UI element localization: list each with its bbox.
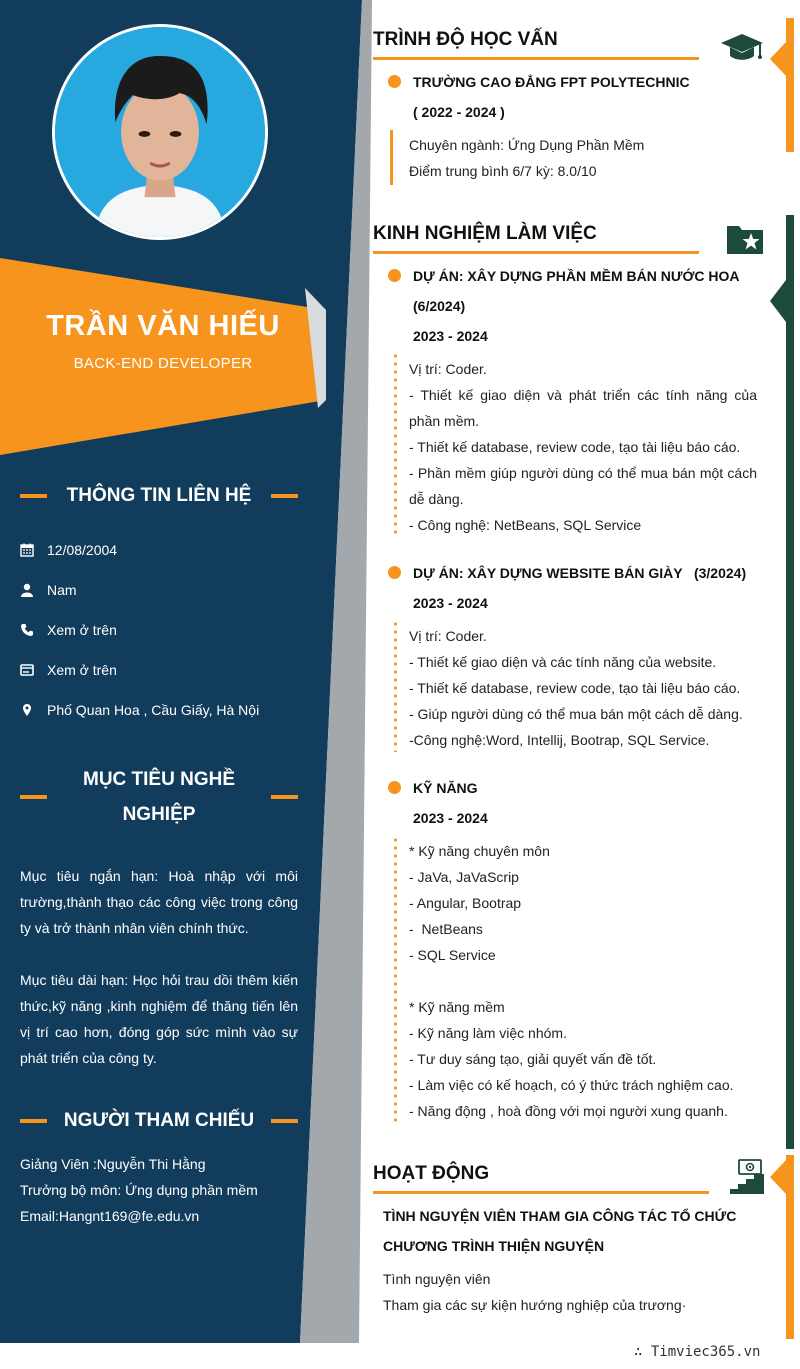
project2-details [409, 623, 757, 753]
skill-line: * Kỹ năng chuyên môn [409, 843, 550, 859]
experience-heading [373, 222, 699, 254]
activities-title: HOẠT ĐỘNG [373, 1163, 490, 1184]
gender-text: Nam [47, 582, 77, 598]
project1-details [409, 356, 757, 538]
phone-icon [20, 623, 47, 637]
heading-underline [373, 1191, 709, 1194]
candidate-name: TRẦN VĂN HIẾU [46, 310, 280, 342]
location-icon [20, 703, 47, 717]
detail-line: - Thiết kế database, review code, tạo tài liệu báo cáo. [409, 680, 741, 696]
job-title: BACK-END DEVELOPER [73, 355, 253, 372]
contact-list [20, 530, 300, 730]
detail-line: - Thiết kế database, review code, tạo tài liệu báo cáo. [409, 439, 741, 455]
objective-heading [20, 762, 298, 832]
avatar [52, 24, 268, 240]
skill-line: - Tư duy sáng tạo, giải quyết vấn đề tốt. [409, 1051, 657, 1067]
project1-title: DỰ ÁN: XÂY DỰNG PHẦN MỀM BÁN NƯỚC HOA [413, 268, 740, 284]
detail-line: dễ dàng. [409, 491, 464, 507]
heading-dash [20, 494, 47, 498]
long-term-goal: Mục tiêu dài hạn: Học hỏi trau dồi thêm kiến thức,kỹ năng ,kinh nghiệm để thăng tiến lên vị trí cao hơn, đóng góp sức mình vào sự phát triển của công ty. [20, 972, 298, 1066]
objective-title-line1: MỤC TIÊU NGHỀ [83, 769, 235, 790]
timeline-dot [388, 75, 401, 88]
heading-dash [271, 1119, 298, 1123]
skill-line [409, 968, 757, 994]
timeline-dotted-line [394, 620, 397, 752]
heading-dash [20, 1119, 47, 1123]
heading-underline [373, 57, 699, 60]
skill-line: * Kỹ năng mềm [409, 999, 505, 1015]
phone-text: Xem ở trên [47, 622, 117, 638]
detail-line: - Công nghệ: NetBeans, SQL Service [409, 517, 642, 533]
education-heading [373, 28, 699, 60]
reference-position: Trưởng bộ môn: Ứng dụng phần mềm [20, 1182, 258, 1198]
skill-line: - SQL Service [409, 947, 496, 963]
email-icon [20, 663, 47, 677]
email-text: Xem ở trên [47, 662, 117, 678]
contact-heading [20, 478, 298, 513]
contact-title: THÔNG TIN LIÊN HỆ [66, 485, 252, 506]
objective-title [47, 762, 271, 832]
activity-line: Tham gia các sự kiện hướng nghiệp của trương· [383, 1297, 687, 1313]
contact-email [20, 650, 300, 690]
school-name: TRƯỜNG CAO ĐẲNG FPT POLYTECHNIC [413, 74, 690, 90]
contact-gender [20, 570, 300, 610]
education-title: TRÌNH ĐỘ HỌC VẤN [373, 29, 558, 50]
skills-title: KỸ NĂNG [413, 780, 478, 796]
short-term-goal: Mục tiêu ngắn hạn: Hoà nhập với môi trường,thành thạo các công việc trong công ty và trở thành nhân viên chính thức. [20, 868, 298, 936]
major-text: Chuyên ngành: Ứng Dụng Phần Mềm [409, 137, 645, 153]
reference-email: Email:Hangnt169@fe.edu.vn [20, 1208, 200, 1224]
activity-details [383, 1266, 755, 1318]
folder-star-icon [725, 222, 765, 261]
skill-line: - Năng động , hoà đồng với mọi người xung quanh. [409, 1103, 728, 1119]
contact-birthday [20, 530, 300, 570]
objective-title-line2: NGHIỆP [122, 804, 196, 825]
detail-line: - Giúp người dùng có thể mua bán một cách dễ dàng. [409, 706, 743, 722]
birthday-text: 12/08/2004 [47, 542, 118, 558]
address-text: Phố Quan Hoa , Cầu Giấy, Hà Nội [47, 702, 260, 718]
project1-date: (6/2024) [413, 298, 466, 314]
activity-title: TÌNH NGUYỆN VIÊN THAM GIA CÔNG TÁC TỔ CHỨC CHƯƠNG TRÌNH THIỆN NGUYỆN [383, 1208, 737, 1254]
skills-period: 2023 - 2024 [413, 810, 488, 826]
detail-line: Vị trí: Coder. [409, 628, 487, 644]
skill-line: - JaVa, JaVaScrip [409, 869, 519, 885]
skills-details [409, 838, 757, 1124]
detail-line: Vị trí: Coder. [409, 361, 487, 377]
experience-title: KINH NGHIỆM LÀM VIỆC [373, 223, 597, 244]
timeline-dot [388, 781, 401, 794]
reference-details [20, 1151, 300, 1229]
reference-heading [20, 1103, 298, 1138]
profile-header [0, 310, 326, 372]
skill-line: - Kỹ năng làm việc nhóm. [409, 1025, 567, 1041]
detail-line: - Phần mềm giúp người dùng có thể mua bán một cách [409, 465, 757, 481]
timeline-dot [388, 269, 401, 282]
contact-address [20, 690, 300, 730]
heading-dash [271, 795, 298, 799]
contact-phone [20, 610, 300, 650]
project2-period: 2023 - 2024 [413, 595, 488, 611]
reference-title: NGƯỜI THAM CHIẾU [63, 1110, 255, 1131]
gpa-text: Điểm trung bình 6/7 kỳ: 8.0/10 [409, 163, 597, 179]
graduation-cap-icon [720, 32, 764, 67]
activity-line: Tình nguyện viên [383, 1271, 491, 1287]
skill-line: - NetBeans [409, 921, 483, 937]
timeline-dot [388, 566, 401, 579]
heading-dash [271, 494, 298, 498]
education-period: ( 2022 - 2024 ) [413, 104, 505, 120]
watermark: ∴ Timviec365.vn [634, 1344, 761, 1360]
person-icon [20, 583, 47, 597]
heading-dash [20, 795, 47, 799]
activities-heading [373, 1162, 709, 1194]
project2-title: DỰ ÁN: XÂY DỰNG WEBSITE BÁN GIÀY (3/2024) [413, 565, 747, 581]
timeline-dotted-line [394, 836, 397, 1126]
detail-line: - Thiết kế giao diện và các tính năng của website. [409, 654, 717, 670]
project1-period: 2023 - 2024 [413, 328, 488, 344]
skill-line: - Angular, Bootrap [409, 895, 522, 911]
detail-line: phần mềm. [409, 413, 480, 429]
timeline-line [390, 130, 393, 185]
detail-line: -Công nghệ:Word, Intellij, Bootrap, SQL Service. [409, 732, 710, 748]
skill-line: - Làm việc có kế hoạch, có ý thức trách nghiệm cao. [409, 1077, 734, 1093]
calendar-icon [20, 543, 47, 557]
reference-name: Giảng Viên :Nguyễn Thi Hằng [20, 1156, 206, 1172]
detail-line: - Thiết kế giao diện và phát triển các tính năng của [409, 387, 757, 403]
timeline-dotted-line [394, 352, 397, 538]
heading-underline [373, 251, 699, 254]
stairs-target-icon [728, 1158, 766, 1201]
